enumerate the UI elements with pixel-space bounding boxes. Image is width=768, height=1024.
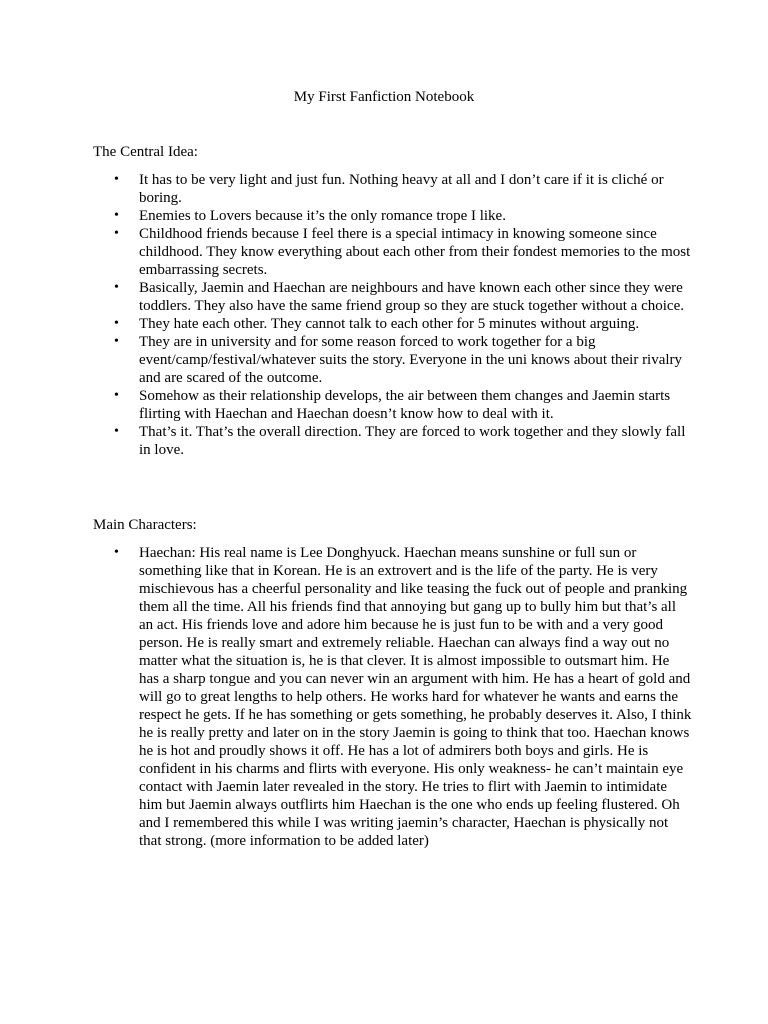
list-item — [93, 333, 693, 387]
list-item — [93, 207, 693, 225]
list-item-text: Enemies to Lovers because it’s the only romance trope I like. — [139, 208, 506, 224]
main-characters-list — [93, 544, 693, 850]
list-item-text: That’s it. That’s the overall direction. They are forced to work together and they slowly fall in love. — [139, 424, 686, 458]
bullet-icon: • — [114, 280, 119, 295]
bullet-icon: • — [114, 545, 119, 560]
list-item-text: Childhood friends because I feel there is a special intimacy in knowing someone since childhood. They know everything about each other from their fondest memories to the most embarrassing secrets. — [139, 226, 691, 278]
bullet-icon: • — [114, 424, 119, 439]
bullet-icon: • — [114, 208, 119, 223]
bullet-icon: • — [114, 388, 119, 403]
list-item-text: They are in university and for some reason forced to work together for a big event/camp/festival/whatever suits the story. Everyone in the uni knows about their rivalry and are scared of the outcome. — [139, 334, 683, 386]
list-item — [93, 171, 693, 207]
list-item-text: It has to be very light and just fun. Nothing heavy at all and I don’t care if it is cliché or boring. — [139, 172, 664, 206]
list-item-text: Haechan: His real name is Lee Donghyuck. Haechan means sunshine or full sun or something like that in Korean. He is an extrovert and is the life of the party. He is very mischievous has a cheerful personality and like teasing the fuck out of people and pranking them all the time. All his friends find that annoying but gang up to bully him but that’s all an act. His friends love and adore him because he is just fun to be with and a very good person. He is really smart and extremely reliable. Haechan can always find a way out no matter what the situation is, he is that clever. It is almost impossible to outsmart him. He has a sharp tongue and you can never win an argument with him. He has a heart of gold and will go to great lengths to help others. He works hard for whatever he wants and earns the respect he gets. If he has something or gets something, he probably deserves it. Also, I think he is really pretty and later on in the story Jaemin is going to think that too. Haechan knows he is hot and proudly shows it off. He has a lot of admirers both boys and girls. He is confident in his charms and flirts with everyone. His only weakness- he can’t maintain eye contact with Jaemin later revealed in the story. He tries to flirt with Jaemin to intimidate him but Jaemin always outflirts him Haechan is the one who ends up feeling flustered. Oh and I remembered this while I was writing jaemin’s character, Haechan is physically not that strong. (more information to be added later) — [139, 545, 692, 849]
list-item-text: Basically, Jaemin and Haechan are neighbours and have known each other since they were toddlers. They also have the same friend group so they are stuck together without a choice. — [139, 280, 684, 314]
bullet-icon: • — [114, 172, 119, 187]
document-title: My First Fanfiction Notebook — [293, 89, 475, 105]
list-item — [93, 315, 693, 333]
list-item — [93, 279, 693, 315]
section-heading-main-characters: Main Characters: — [93, 517, 197, 533]
list-item-text: Somehow as their relationship develops, the air between them changes and Jaemin starts flirting with Haechan and Haechan doesn’t know how to deal with it. — [139, 388, 671, 422]
list-item-text: They hate each other. They cannot talk to each other for 5 minutes without arguing. — [139, 316, 640, 332]
bullet-icon: • — [114, 334, 119, 349]
list-item — [93, 544, 693, 850]
bullet-icon: • — [114, 226, 119, 241]
list-item — [93, 225, 693, 279]
list-item — [93, 387, 693, 423]
list-item — [93, 423, 693, 459]
bullet-icon: • — [114, 316, 119, 331]
section-heading-central-idea: The Central Idea: — [93, 144, 198, 160]
central-idea-list — [93, 171, 693, 459]
